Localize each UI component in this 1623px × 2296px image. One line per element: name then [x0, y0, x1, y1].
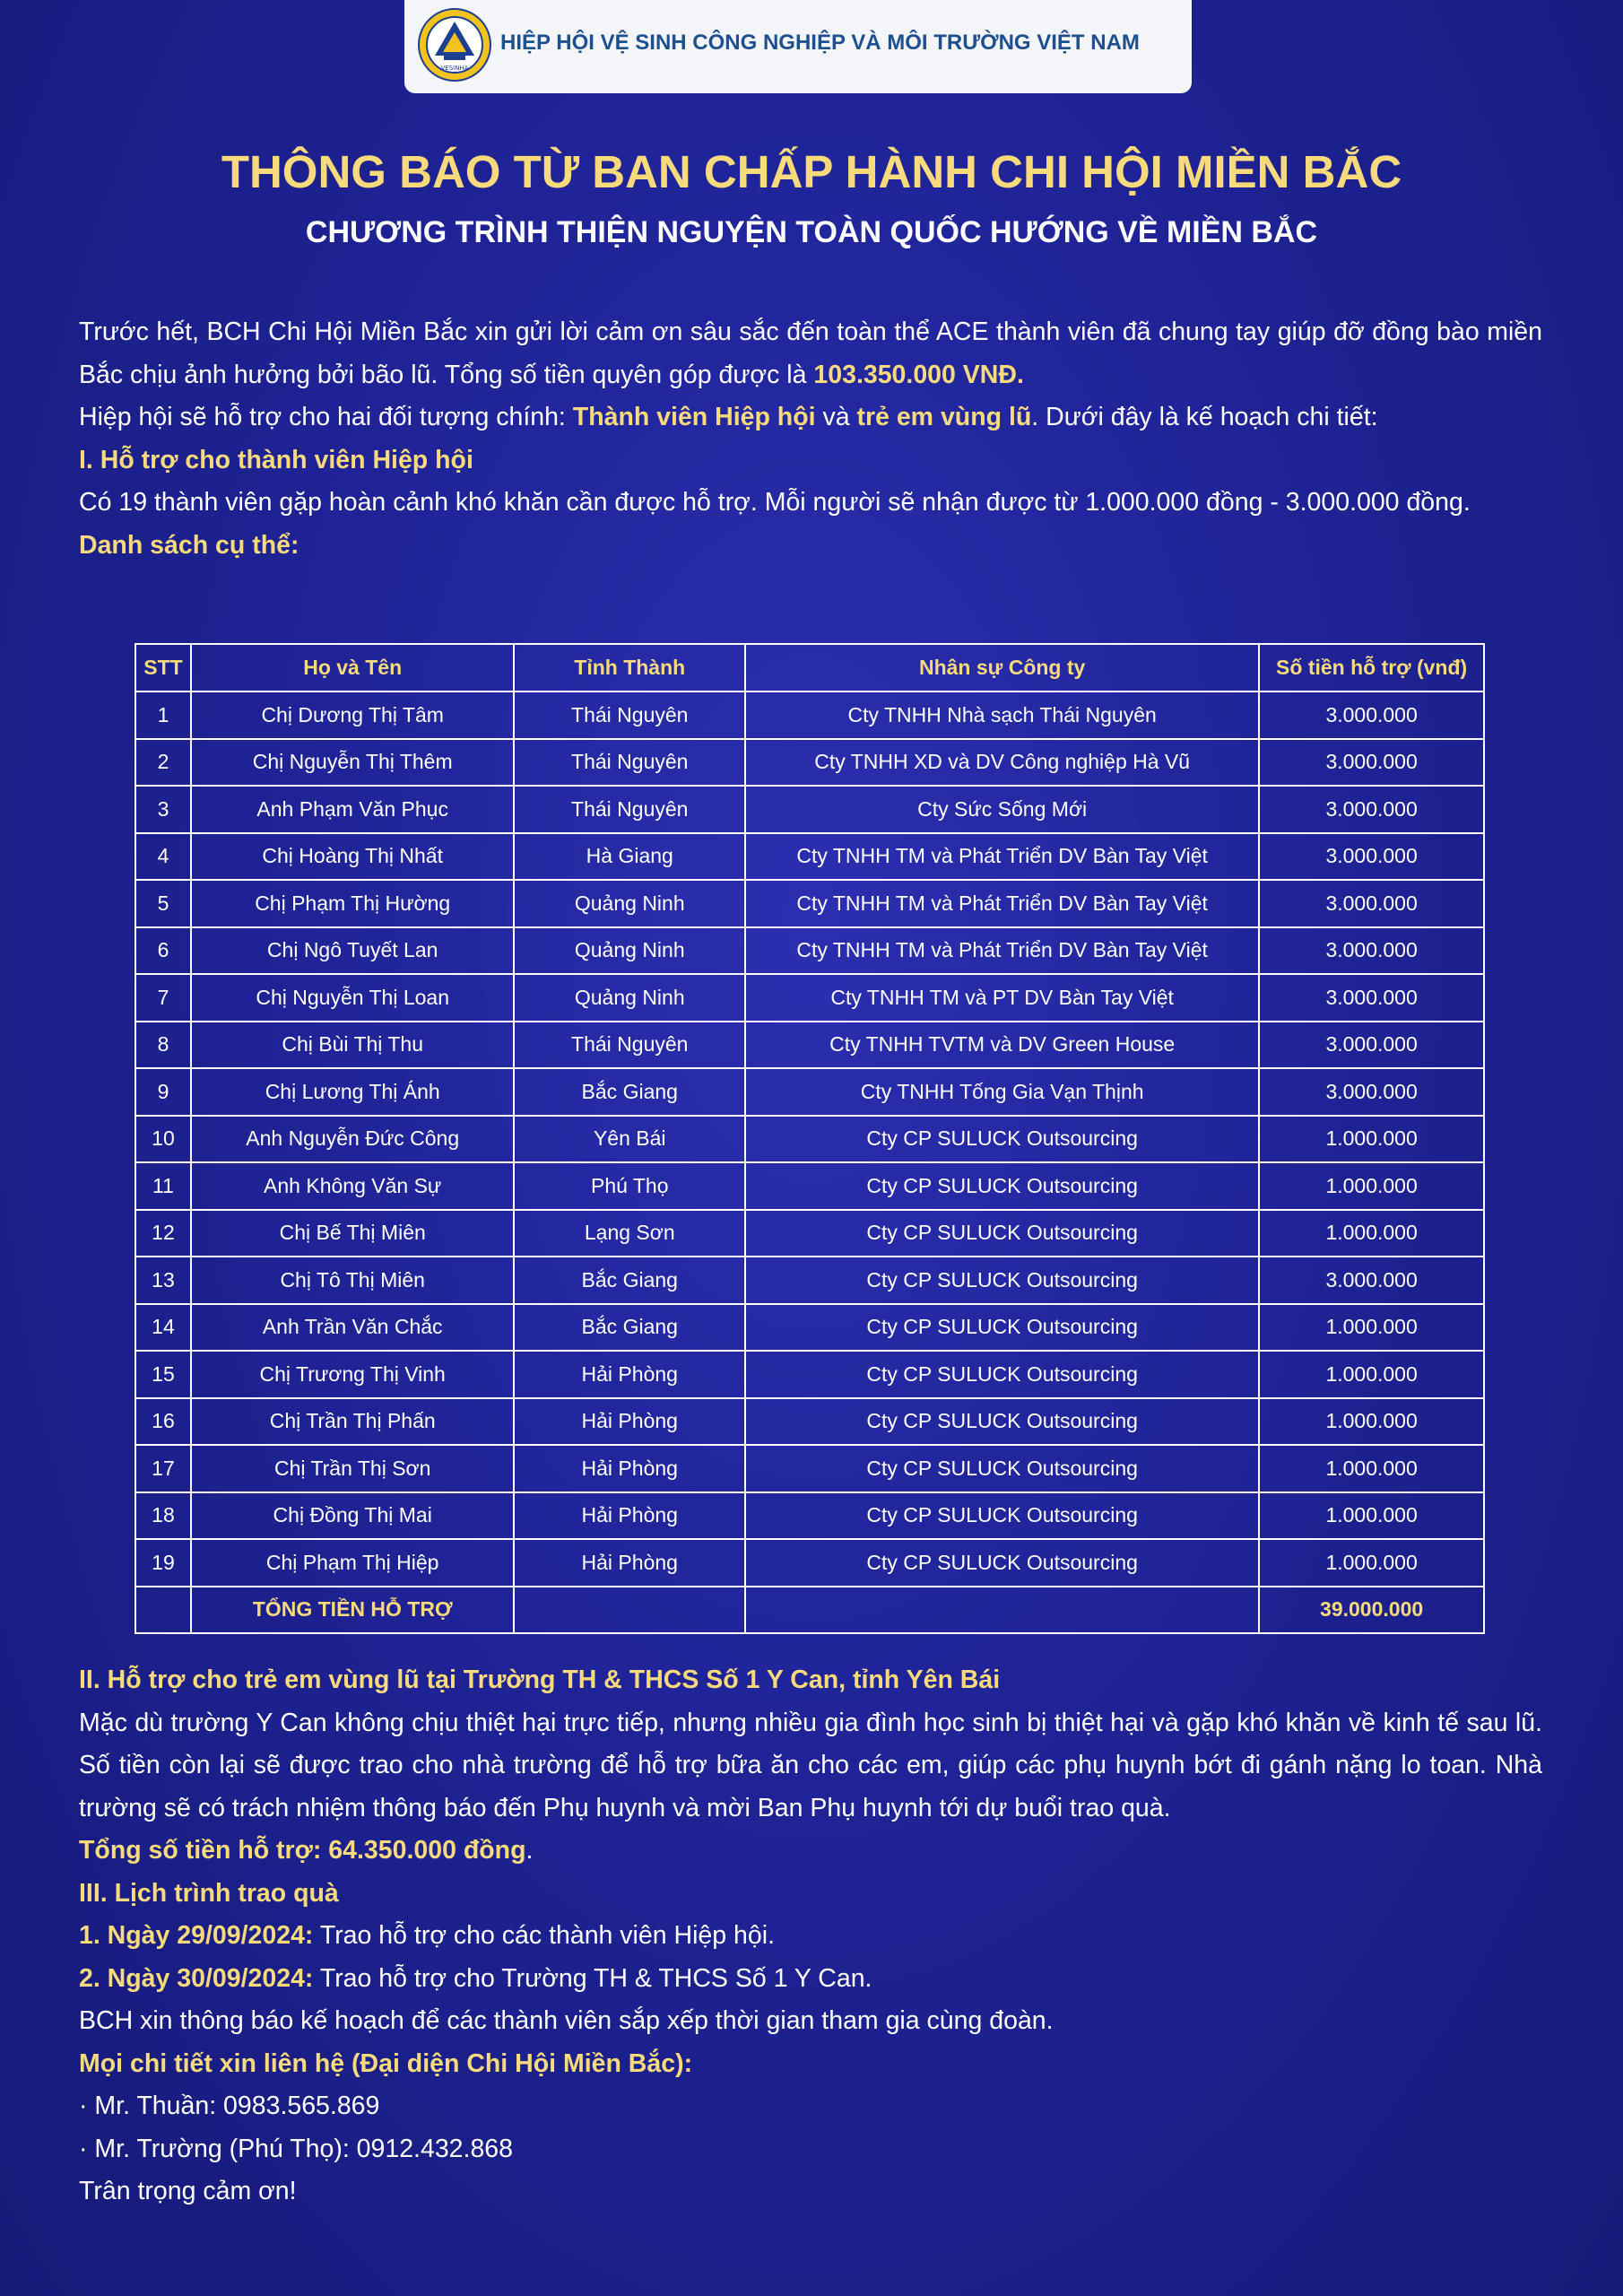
cell-stt: 11 — [135, 1162, 191, 1210]
cell-stt: 18 — [135, 1492, 191, 1540]
beneficiary-members: Thành viên Hiệp hội — [572, 403, 816, 431]
svg-text:VESINHA: VESINHA — [440, 65, 469, 72]
cell-name: Chị Phạm Thị Hiệp — [191, 1539, 514, 1587]
cell-name: Chị Nguyễn Thị Loan — [191, 974, 514, 1022]
table-row — [135, 974, 1484, 1022]
cell-stt: 4 — [135, 833, 191, 881]
cell-province: Bắc Giang — [514, 1257, 745, 1304]
section2-total-suffix: . — [525, 1836, 534, 1865]
cell-company: Cty TNHH TM và Phát Triển DV Bàn Tay Việt — [745, 880, 1259, 927]
cell-province: Phú Thọ — [514, 1162, 745, 1210]
cell-province: Yên Bái — [514, 1116, 745, 1163]
cell-name: Chị Trần Thị Sơn — [191, 1445, 514, 1492]
table-row — [135, 1492, 1484, 1540]
cell-name: Chị Tô Thị Miên — [191, 1257, 514, 1304]
section3-heading: III. Lịch trình trao quà — [79, 1878, 339, 1908]
page-subtitle: CHƯƠNG TRÌNH THIỆN NGUYỆN TOÀN QUỐC HƯỚNG VỀ MIỀN BẮC — [305, 215, 1318, 249]
beneficiaries-prefix: Hiệp hội sẽ hỗ trợ cho hai đối tượng chính: — [79, 403, 573, 431]
cell-company: Cty TNHH XD và DV Công nghiệp Hà Vũ — [745, 739, 1259, 787]
cell-company: Cty TNHH TM và PT DV Bàn Tay Việt — [745, 974, 1259, 1022]
cell-province: Hải Phòng — [514, 1492, 745, 1540]
section2-total-line — [79, 1830, 1542, 1873]
total-empty-cell — [135, 1587, 191, 1634]
section2-total: Tổng số tiền hỗ trợ: 64.350.000 đồng — [79, 1836, 526, 1865]
beneficiaries-suffix: . Dưới đây là kế hoạch chi tiết: — [1031, 403, 1378, 431]
contact-1: · Mr. Thuần: 0983.565.869 — [79, 2092, 380, 2120]
cell-company: Cty CP SULUCK Outsourcing — [745, 1492, 1259, 1540]
cell-province: Thái Nguyên — [514, 691, 745, 739]
cell-name: Chị Ngô Tuyết Lan — [191, 927, 514, 975]
cell-stt: 8 — [135, 1022, 191, 1069]
list-heading: Danh sách cụ thể: — [79, 530, 299, 560]
cell-name: Anh Nguyễn Đức Công — [191, 1116, 514, 1163]
cell-company: Cty CP SULUCK Outsourcing — [745, 1304, 1259, 1352]
contact-heading: Mọi chi tiết xin liên hệ (Đại diện Chi Hội Miền Bắc): — [79, 2048, 693, 2078]
header-province: Tỉnh Thành — [514, 644, 745, 691]
table-row — [135, 786, 1484, 833]
beneficiaries-paragraph — [79, 396, 1542, 439]
cell-name: Chị Nguyễn Thị Thêm — [191, 739, 514, 787]
cell-amount: 3.000.000 — [1259, 1068, 1484, 1116]
table-row — [135, 1445, 1484, 1492]
table-body — [135, 691, 1484, 1587]
cell-stt: 10 — [135, 1116, 191, 1163]
beneficiaries-and: và — [815, 403, 857, 431]
table-row — [135, 833, 1484, 881]
section2-heading: II. Hỗ trợ cho trẻ em vùng lũ tại Trường TH & THCS Số 1 Y Can, tỉnh Yên Bái — [79, 1665, 1001, 1694]
cell-company: Cty Sức Sống Mới — [745, 786, 1259, 833]
cell-name: Chị Lương Thị Ánh — [191, 1068, 514, 1116]
table-row — [135, 739, 1484, 787]
cell-company: Cty CP SULUCK Outsourcing — [745, 1539, 1259, 1587]
cell-company: Cty TNHH TVTM và DV Green House — [745, 1022, 1259, 1069]
cell-stt: 19 — [135, 1539, 191, 1587]
organization-name: HIỆP HỘI VỆ SINH CÔNG NGHIỆP VÀ MÔI TRƯỜNG VIỆT NAM — [500, 30, 1140, 55]
header-amount: Số tiền hỗ trợ (vnđ) — [1259, 644, 1484, 691]
cell-province: Quảng Ninh — [514, 880, 745, 927]
cell-stt: 14 — [135, 1304, 191, 1352]
cell-name: Chị Đồng Thị Mai — [191, 1492, 514, 1540]
cell-name: Chị Trương Thị Vinh — [191, 1351, 514, 1398]
cell-stt: 3 — [135, 786, 191, 833]
cell-name: Chị Hoàng Thị Nhất — [191, 833, 514, 881]
schedule-item-2 — [79, 1958, 1542, 2001]
page-title: THÔNG BÁO TỪ BAN CHẤP HÀNH CHI HỘI MIỀN BẮC — [221, 146, 1402, 197]
cell-company: Cty CP SULUCK Outsourcing — [745, 1257, 1259, 1304]
table-total-row — [135, 1587, 1484, 1634]
cell-province: Hải Phòng — [514, 1351, 745, 1398]
cell-amount: 1.000.000 — [1259, 1398, 1484, 1446]
table-row — [135, 1398, 1484, 1446]
cell-name: Anh Không Văn Sự — [191, 1162, 514, 1210]
cell-stt: 7 — [135, 974, 191, 1022]
cell-stt: 12 — [135, 1210, 191, 1257]
cell-amount: 3.000.000 — [1259, 786, 1484, 833]
cell-stt: 17 — [135, 1445, 191, 1492]
cell-amount: 1.000.000 — [1259, 1445, 1484, 1492]
header-company: Nhân sự Công ty — [745, 644, 1259, 691]
schedule-text-2: Trao hỗ trợ cho Trường TH & THCS Số 1 Y Can. — [313, 1963, 872, 1993]
cell-province: Hải Phòng — [514, 1539, 745, 1587]
table-row — [135, 1351, 1484, 1398]
cell-province: Bắc Giang — [514, 1304, 745, 1352]
table-row — [135, 880, 1484, 927]
table-row — [135, 1022, 1484, 1069]
cell-company: Cty TNHH Tống Gia Vạn Thịnh — [745, 1068, 1259, 1116]
table-row — [135, 1257, 1484, 1304]
cell-amount: 3.000.000 — [1259, 739, 1484, 787]
beneficiary-children: trẻ em vùng lũ — [856, 403, 1032, 431]
cell-name: Chị Trần Thị Phấn — [191, 1398, 514, 1446]
cell-stt: 16 — [135, 1398, 191, 1446]
cell-company: Cty TNHH Nhà sạch Thái Nguyên — [745, 691, 1259, 739]
cell-province: Hải Phòng — [514, 1445, 745, 1492]
cell-name: Anh Phạm Văn Phục — [191, 786, 514, 833]
lower-sections — [79, 1659, 1542, 2213]
cell-company: Cty TNHH TM và Phát Triển DV Bàn Tay Việt — [745, 833, 1259, 881]
table-row — [135, 1304, 1484, 1352]
cell-province: Thái Nguyên — [514, 739, 745, 787]
cell-amount: 1.000.000 — [1259, 1351, 1484, 1398]
cell-stt: 9 — [135, 1068, 191, 1116]
total-empty-cell — [745, 1587, 1259, 1634]
cell-amount: 3.000.000 — [1259, 1257, 1484, 1304]
cell-province: Bắc Giang — [514, 1068, 745, 1116]
cell-amount: 1.000.000 — [1259, 1539, 1484, 1587]
cell-amount: 3.000.000 — [1259, 974, 1484, 1022]
cell-name: Chị Bế Thị Miên — [191, 1210, 514, 1257]
cell-province: Hải Phòng — [514, 1398, 745, 1446]
cell-province: Hà Giang — [514, 833, 745, 881]
schedule-item-1 — [79, 1915, 1542, 1958]
table-row — [135, 1162, 1484, 1210]
schedule-note: BCH xin thông báo kế hoạch để các thành viên sắp xếp thời gian tham gia cùng đoàn. — [79, 2006, 1054, 2035]
cell-stt: 13 — [135, 1257, 191, 1304]
schedule-date-2: 2. Ngày 30/09/2024: — [79, 1963, 314, 1993]
cell-amount: 3.000.000 — [1259, 1022, 1484, 1069]
table-row — [135, 927, 1484, 975]
cell-stt: 1 — [135, 691, 191, 739]
cell-amount: 3.000.000 — [1259, 880, 1484, 927]
cell-stt: 5 — [135, 880, 191, 927]
intro-section — [79, 311, 1542, 567]
cell-name: Chị Phạm Thị Hường — [191, 880, 514, 927]
support-table — [135, 643, 1485, 1634]
cell-amount: 3.000.000 — [1259, 691, 1484, 739]
section1-heading: I. Hỗ trợ cho thành viên Hiệp hội — [79, 445, 473, 474]
intro-text: Trước hết, BCH Chi Hội Miền Bắc xin gửi lời cảm ơn sâu sắc đến toàn thể ACE thành viên đã chung tay giúp đỡ đồng bào miền Bắc chịu ảnh hưởng bởi bão lũ. Tổng số tiền quyên góp được là — [79, 317, 1542, 389]
table-row — [135, 1539, 1484, 1587]
cell-company: Cty CP SULUCK Outsourcing — [745, 1351, 1259, 1398]
cell-amount: 3.000.000 — [1259, 927, 1484, 975]
cell-province: Thái Nguyên — [514, 786, 745, 833]
total-label: TỔNG TIỀN HỖ TRỢ — [191, 1587, 514, 1634]
cell-company: Cty CP SULUCK Outsourcing — [745, 1445, 1259, 1492]
cell-company: Cty CP SULUCK Outsourcing — [745, 1116, 1259, 1163]
cell-name: Chị Dương Thị Tâm — [191, 691, 514, 739]
cell-amount: 1.000.000 — [1259, 1304, 1484, 1352]
section2-text: Mặc dù trường Y Can không chịu thiệt hại trực tiếp, nhưng nhiều gia đình học sinh bị thiệt hại và gặp khó khăn về kinh tế sau lũ. Số tiền còn lại sẽ được trao cho nhà trường để hỗ trợ bữa ăn cho các em, giúp các phụ huynh bớt đi gánh nặng lo toan. Nhà trường sẽ có trách nhiệm thông báo đến Phụ huynh và mời Ban Phụ huynh tới dự buổi trao quà. — [79, 1708, 1542, 1822]
association-logo-icon — [417, 7, 492, 83]
table-row — [135, 691, 1484, 739]
cell-stt: 6 — [135, 927, 191, 975]
cell-stt: 2 — [135, 739, 191, 787]
header-banner — [404, 0, 1192, 93]
cell-amount: 3.000.000 — [1259, 833, 1484, 881]
cell-province: Quảng Ninh — [514, 974, 745, 1022]
schedule-text-1: Trao hỗ trợ cho các thành viên Hiệp hội. — [313, 1921, 775, 1950]
total-donation: 103.350.000 VNĐ. — [813, 360, 1024, 389]
section1-text: Có 19 thành viên gặp hoàn cảnh khó khăn cần được hỗ trợ. Mỗi người sẽ nhận được từ 1.000.000 đồng - 3.000.000 đồng. — [79, 488, 1471, 517]
cell-amount: 1.000.000 — [1259, 1210, 1484, 1257]
cell-province: Quảng Ninh — [514, 927, 745, 975]
schedule-date-1: 1. Ngày 29/09/2024: — [79, 1921, 314, 1950]
total-empty-cell — [514, 1587, 745, 1634]
table-header-row — [135, 644, 1484, 691]
cell-company: Cty CP SULUCK Outsourcing — [745, 1210, 1259, 1257]
cell-company: Cty CP SULUCK Outsourcing — [745, 1398, 1259, 1446]
cell-amount: 1.000.000 — [1259, 1162, 1484, 1210]
cell-stt: 15 — [135, 1351, 191, 1398]
cell-name: Anh Trần Văn Chắc — [191, 1304, 514, 1352]
total-value: 39.000.000 — [1259, 1587, 1484, 1634]
cell-province: Thái Nguyên — [514, 1022, 745, 1069]
intro-paragraph — [79, 311, 1542, 396]
closing: Trân trọng cảm ơn! — [79, 2177, 297, 2205]
table-row — [135, 1210, 1484, 1257]
cell-province: Lạng Sơn — [514, 1210, 745, 1257]
header-stt: STT — [135, 644, 191, 691]
header-name: Họ và Tên — [191, 644, 514, 691]
contact-2: · Mr. Trường (Phú Thọ): 0912.432.868 — [79, 2134, 513, 2163]
table-row — [135, 1116, 1484, 1163]
cell-company: Cty CP SULUCK Outsourcing — [745, 1162, 1259, 1210]
cell-name: Chị Bùi Thị Thu — [191, 1022, 514, 1069]
cell-amount: 1.000.000 — [1259, 1492, 1484, 1540]
cell-amount: 1.000.000 — [1259, 1116, 1484, 1163]
cell-company: Cty TNHH TM và Phát Triển DV Bàn Tay Việt — [745, 927, 1259, 975]
table-row — [135, 1068, 1484, 1116]
